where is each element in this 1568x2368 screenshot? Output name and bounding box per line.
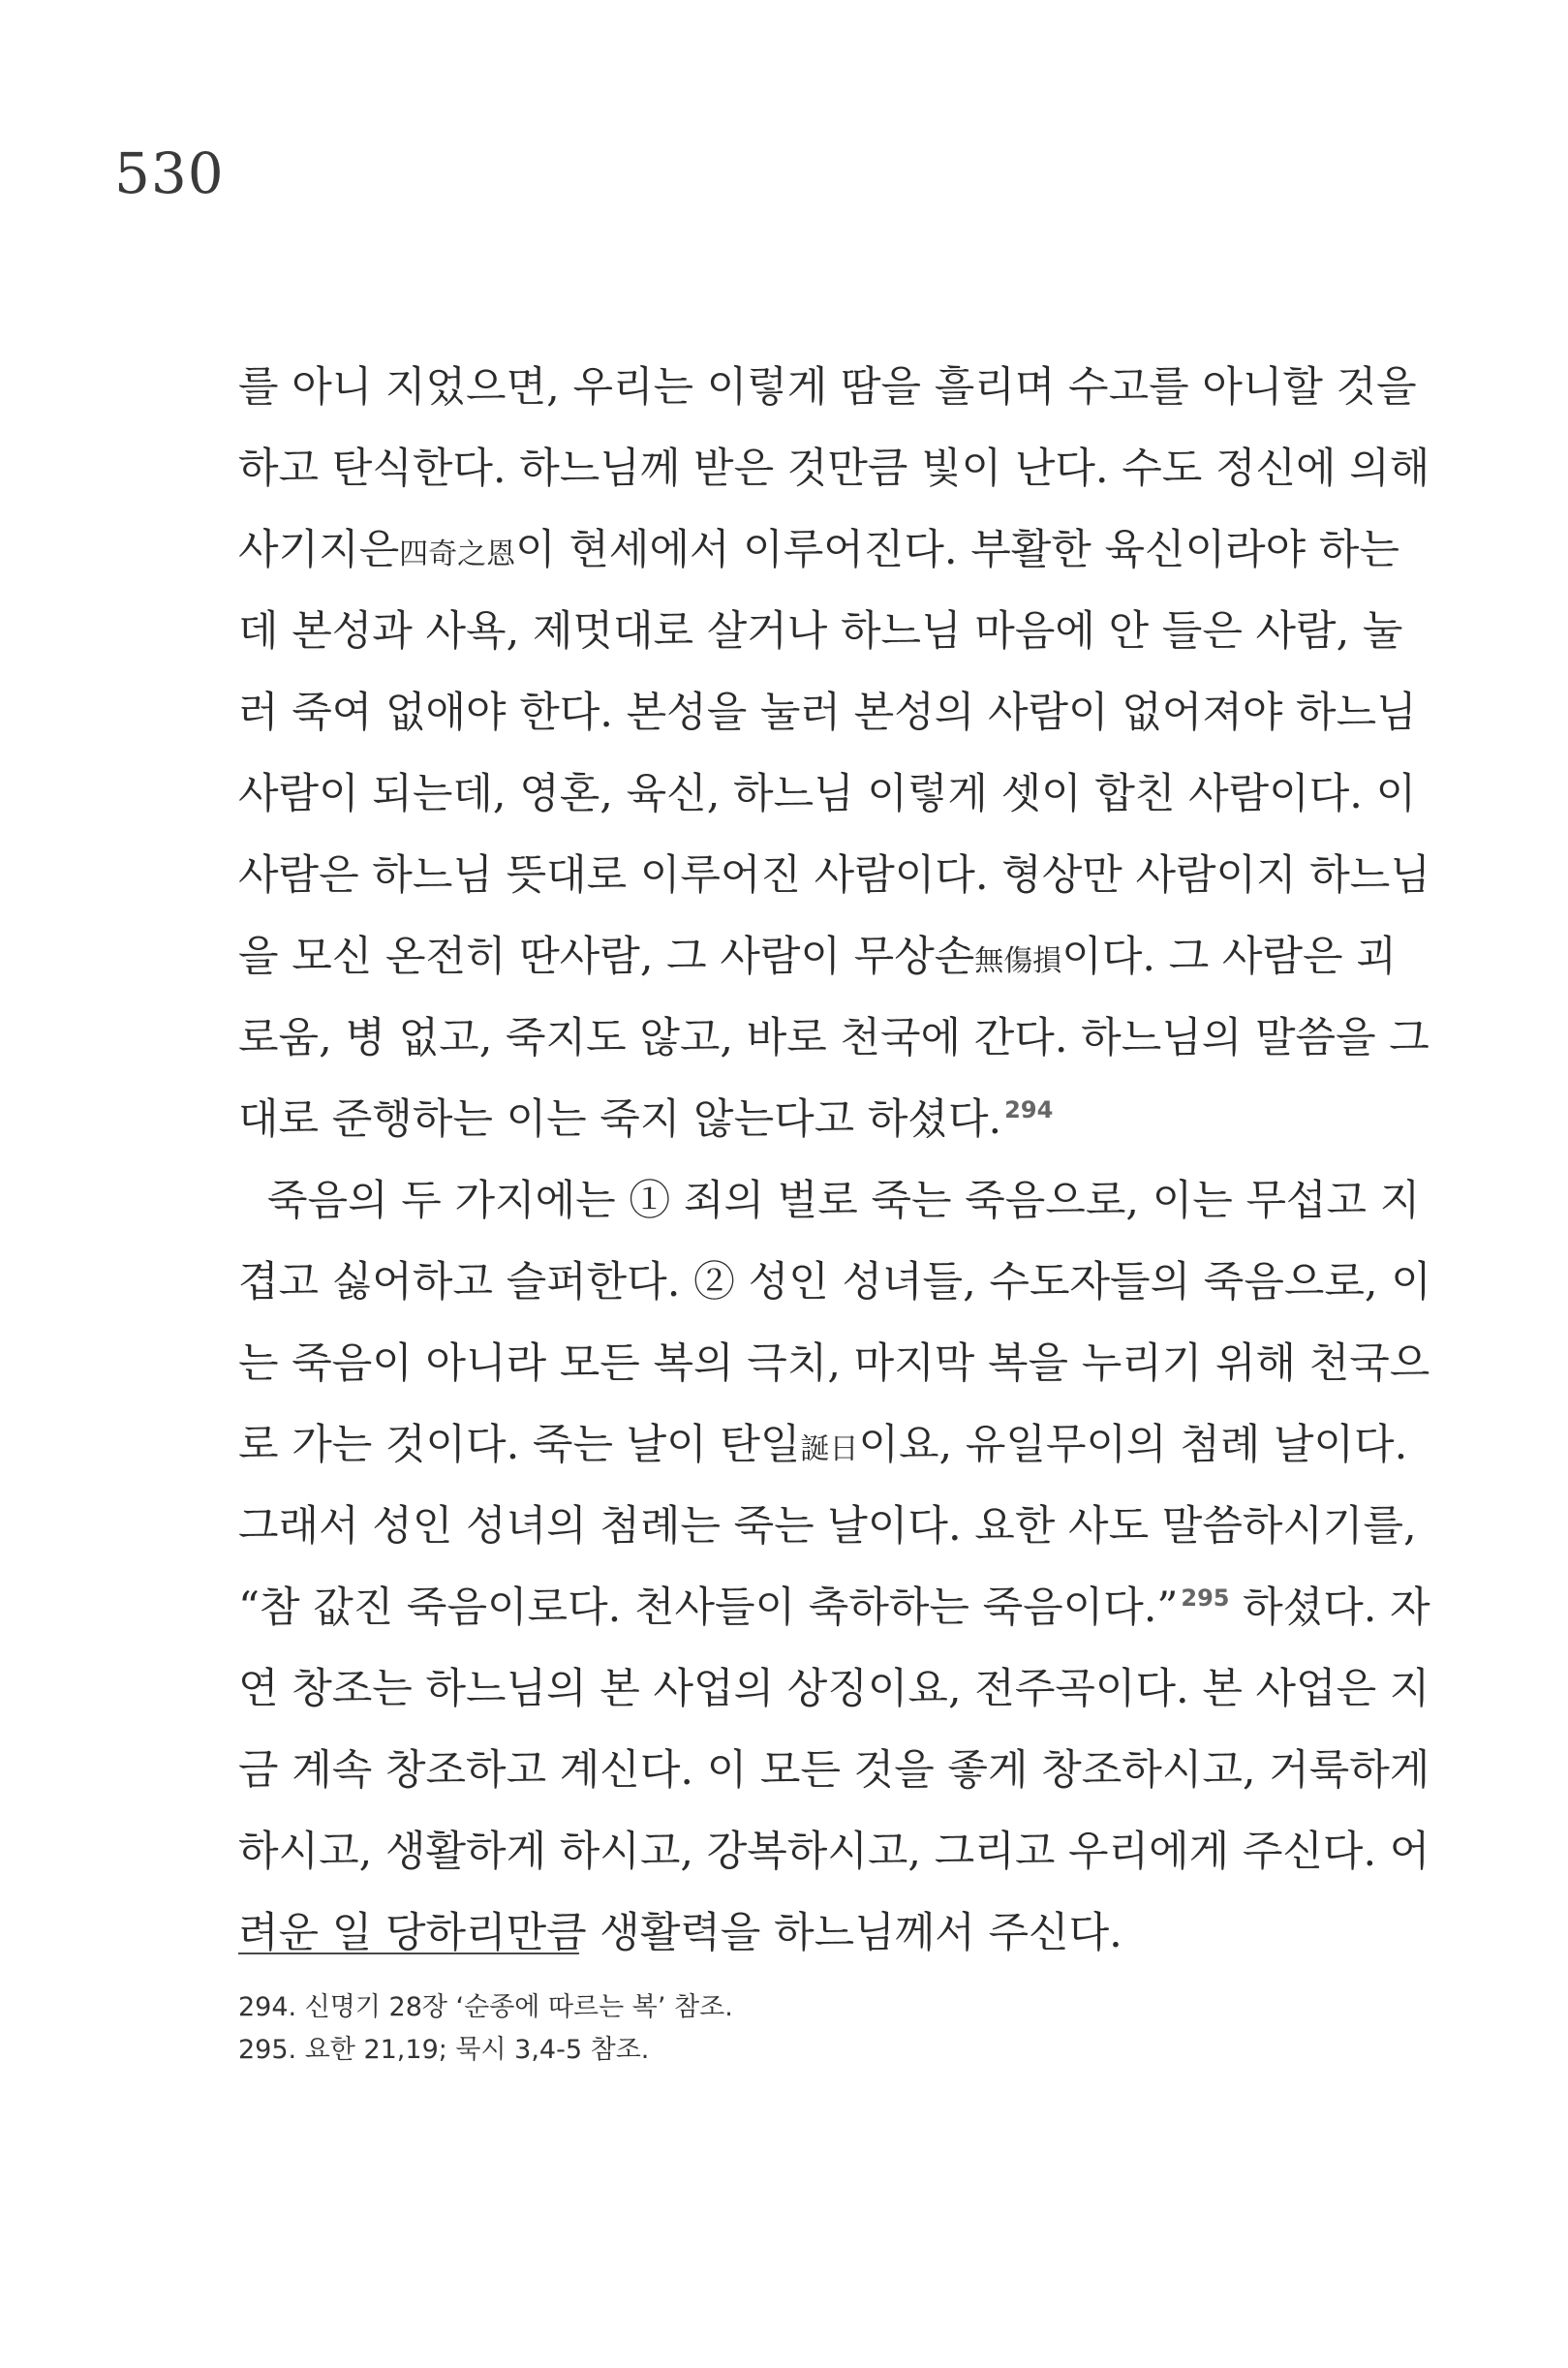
paragraph-1-line-7: 사람은 하느님 뜻대로 이루어진 사람이다. 형상만 사람이지 하느님 [238,851,1430,900]
body-text [238,347,1431,1974]
paragraph-1-line-4: 데 본성과 사욕, 제멋대로 살거나 하느님 마음에 안 들은 사람, 눌 [238,607,1403,656]
text-segment: 이다. 그 사람은 괴 [1061,933,1397,981]
paragraph-1-line-9: 로움, 병 없고, 죽지도 않고, 바로 천국에 간다. 하느님의 말씀을 그 [238,1014,1430,1062]
paragraph-2-line-7: 연 창조는 하느님의 본 사업의 상징이요, 전주곡이다. 본 사업은 지 [238,1665,1430,1713]
hanja-gloss: 誕日 [800,1432,859,1466]
hanja-gloss: 無傷損 [974,944,1062,978]
paragraph-2-line-6 [238,1567,1430,1648]
text-segment: 하셨다. 자 [1229,1584,1430,1632]
paragraph-2-line-1: 죽음의 두 가지에는 ① 죄의 벌로 죽는 죽음으로, 이는 무섭고 지 [267,1177,1421,1225]
footnote-divider [238,1953,579,1954]
text-segment: “참 값진 죽음이로다. 천사들이 축하하는 죽음이다.” [238,1584,1179,1632]
paragraph-1-line-3 [238,509,1399,591]
footnote-ref-295[interactable]: 295 [1181,1584,1230,1612]
paragraph-1-line-10 [238,1079,1315,1160]
text-segment: 대로 준행하는 이는 죽지 않는다고 하셨다. [238,1095,1002,1144]
paragraph-2-line-4 [238,1404,1408,1486]
paragraph-1-line-1: 를 아니 지었으면, 우리는 이렇게 땀을 흘리며 수고를 아니할 것을 [238,363,1417,412]
paragraph-1-line-2: 하고 탄식한다. 하느님께 받은 것만큼 빛이 난다. 수도 정신에 의해 [238,445,1430,493]
paragraph-1-line-8 [238,916,1397,998]
hanja-gloss: 四奇之恩 [399,538,516,571]
paragraph-2-line-2: 겹고 싫어하고 슬퍼한다. ② 성인 성녀들, 수도자들의 죽음으로, 이 [238,1258,1431,1307]
page-number: 530 [114,140,225,206]
footnote-294: 294. 신명기 28장 ‘순종에 따르는 복’ 참조. [238,1992,733,2022]
paragraph-2-line-9: 하시고, 생활하게 하시고, 강복하시고, 그리고 우리에게 주신다. 어 [238,1828,1430,1876]
paragraph-1-line-5: 러 죽여 없애야 한다. 본성을 눌러 본성의 사람이 없어져야 하느님 [238,689,1417,737]
footnotes [238,1986,1315,2072]
footnote-ref-294[interactable]: 294 [1004,1096,1054,1123]
footnote-295: 295. 요한 21,19; 묵시 3,4-5 참조. [238,2035,650,2065]
text-segment: 로 가는 것이다. 죽는 날이 탄일 [238,1421,801,1469]
paragraph-2-line-3: 는 죽음이 아니라 모든 복의 극치, 마지막 복을 누리기 위해 천국으 [238,1339,1430,1388]
text-segment: 을 모신 온전히 딴사람, 그 사람이 무상손 [238,933,975,981]
text-segment: 사기지은 [238,526,400,574]
paragraph-1-line-6: 사람이 되는데, 영혼, 육신, 하느님 이렇게 셋이 합친 사람이다. 이 [238,770,1417,818]
paragraph-2-line-5: 그래서 성인 성녀의 첨례는 죽는 날이다. 요한 사도 말씀하시기를, [238,1502,1417,1551]
text-segment: 이요, 유일무이의 첨례 날이다. [858,1421,1408,1469]
paragraph-2-line-8: 금 계속 창조하고 계신다. 이 모든 것을 좋게 창조하시고, 거룩하게 [238,1746,1430,1795]
paragraph-2-line-10: 려운 일 당하리만큼 생활력을 하느님께서 주신다. [238,1909,1122,1957]
text-segment: 이 현세에서 이루어진다. 부활한 육신이라야 하는 [515,526,1399,574]
